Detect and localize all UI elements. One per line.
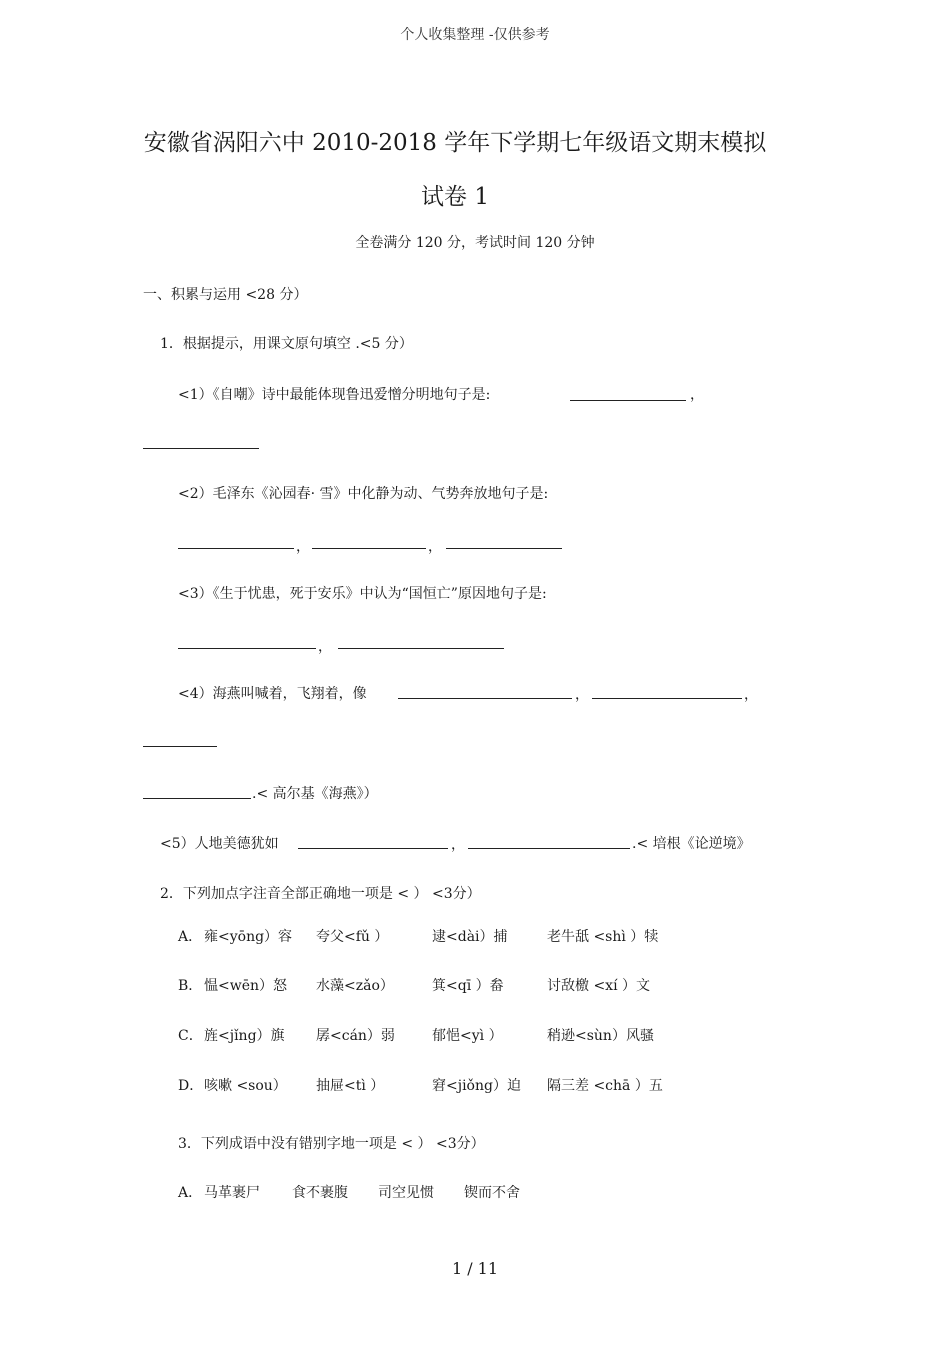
option-label: D．: [178, 1078, 204, 1094]
answer-blank: [298, 834, 448, 849]
option-item: 食不裹腹: [292, 1185, 348, 1201]
page-header: 个人收集整理 -仅供参考: [400, 27, 550, 43]
option-item: 咳嗽 <sou）: [204, 1078, 287, 1094]
option-label: A．: [178, 1185, 203, 1201]
question-1-part-2: <2）毛泽东《沁园春· 雪》中化静为动、气势奔放地句子是:: [178, 486, 549, 502]
question-1-part-5: <5）人地美德犹如: [160, 836, 279, 852]
answer-blank: [178, 634, 316, 649]
option-item: 逮<dài）捕: [432, 929, 508, 945]
option-item: 讨敌檄 <xí ）文: [547, 978, 651, 994]
option-item: 稍逊<sùn）风骚: [547, 1028, 654, 1044]
option-item: 旌<jǐng）旗: [204, 1028, 285, 1044]
section-heading: 一、积累与运用 <28 分）: [143, 287, 308, 303]
answer-blank: [143, 784, 251, 799]
option-item: 郁悒<yì ）: [432, 1028, 503, 1044]
page-number: 1 / 11: [451, 1259, 499, 1278]
option-item: 马革裹尸: [204, 1185, 260, 1201]
document-title-line-2: 试卷 1: [421, 184, 489, 210]
separator: ，: [575, 687, 589, 703]
separator: ，: [318, 639, 332, 655]
option-item: 窘<jiǒng）迫: [432, 1078, 521, 1094]
separator: ，: [451, 837, 465, 853]
option-item: 孱<cán）弱: [316, 1028, 395, 1044]
question-2-stem: 2．下列加点字注音全部正确地一项是 < ） <3分）: [160, 886, 481, 902]
answer-blank: [178, 534, 294, 549]
option-label: B．: [178, 978, 203, 994]
answer-blank: [143, 732, 217, 747]
option-item: 雍<yōng）容: [204, 929, 293, 945]
separator: ，: [296, 539, 310, 555]
separator: ，: [428, 539, 442, 555]
option-item: 抽屉<tì ）: [316, 1078, 385, 1094]
option-item: 老牛舐 <shì ）犊: [547, 929, 659, 945]
option-item: 司空见惯: [378, 1185, 434, 1201]
question-1-part-1: <1）《自嘲》诗中最能体现鲁迅爱憎分明地句子是:: [178, 387, 491, 403]
answer-blank: [446, 534, 562, 549]
question-1-part-3: <3）《生于忧患，死于安乐》中认为“国恒亡”原因地句子是:: [178, 586, 547, 602]
answer-blank: [338, 634, 504, 649]
answer-blank: [468, 834, 630, 849]
answer-blank: [570, 386, 686, 401]
citation: .< 高尔基《海燕》）: [252, 786, 378, 802]
option-item: 箕<qī ）畚: [432, 978, 504, 994]
option-item: 锲而不舍: [464, 1185, 520, 1201]
separator: ，: [690, 387, 704, 403]
answer-blank: [312, 534, 426, 549]
question-3-stem: 3．下列成语中没有错别字地一项是 < ） <3分）: [178, 1136, 485, 1152]
answer-blank: [398, 684, 572, 699]
separator: ，: [744, 687, 758, 703]
question-1-part-4: <4）海燕叫喊着，飞翔着，像: [178, 686, 367, 702]
citation: .< 培根《论逆境》: [632, 836, 751, 852]
option-item: 隔三差 <chā ）五: [547, 1078, 663, 1094]
option-label: C．: [178, 1028, 203, 1044]
option-item: 愠<wēn）怒: [204, 978, 288, 994]
question-1-stem: 1．根据提示，用课文原句填空 .<5 分）: [160, 336, 413, 352]
option-label: A．: [178, 929, 203, 945]
answer-blank: [143, 434, 259, 449]
exam-info: 全卷满分 120 分，考试时间 120 分钟: [355, 235, 595, 251]
answer-blank: [592, 684, 742, 699]
document-title-line-1: 安徽省涡阳六中 2010-2018 学年下学期七年级语文期末模拟: [143, 130, 767, 156]
option-item: 水藻<zǎo）: [316, 978, 394, 994]
option-item: 夸父<fǔ ）: [316, 929, 389, 945]
